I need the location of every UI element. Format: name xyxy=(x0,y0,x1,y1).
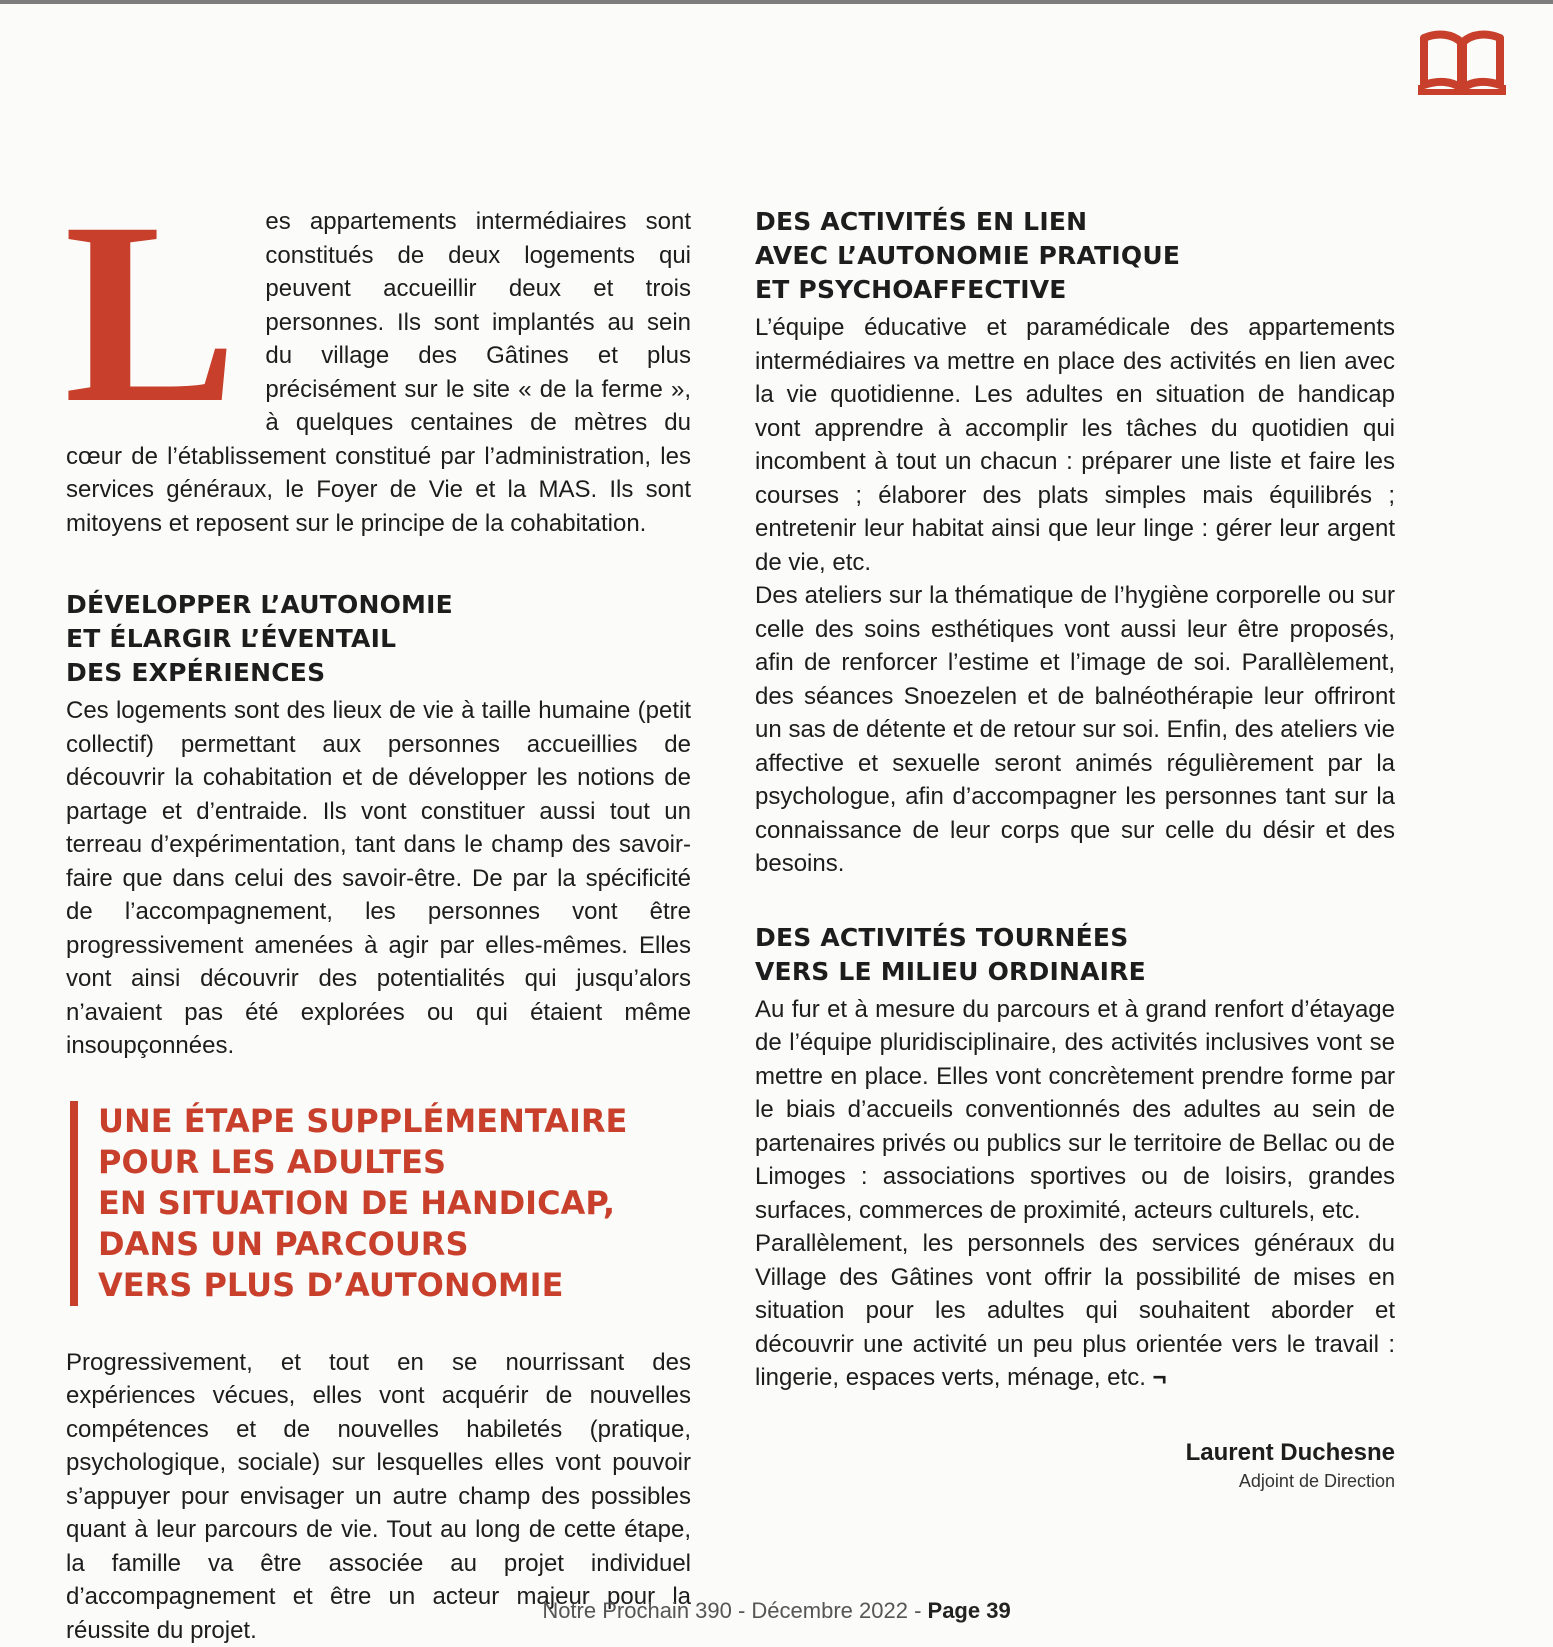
author-name: Laurent Duchesne xyxy=(755,1437,1395,1469)
intro xyxy=(66,205,691,540)
section-body-autonomie: Ces logements sont des lieux de vie à taille humaine (petit collectif) permettant aux personnes accueillies de découvrir la cohabitation et de développer les notions de partage et d’entraide. Ils vont constituer aussi tout un terreau d’expérimentation, tant dans le champ des savoir-faire que dans celui des savoir-être. De par la spécificité de l’accompagnement, les personnes vont être progressivement amenées à agir par elles-mêmes. Elles vont ainsi découvrir des potentialités qui jusqu’alors n’avaient pas été explorées ou qui étaient même insoupçonnées. xyxy=(66,694,691,1063)
top-rule xyxy=(0,0,1553,4)
end-mark: ¬ xyxy=(1153,1364,1167,1391)
page-number: Page 39 xyxy=(928,1598,1011,1623)
section-heading-autonomie: DÉVELOPPER L’AUTONOMIE ET ÉLARGIR L’ÉVENTAIL DES EXPÉRIENCES xyxy=(66,588,691,690)
page-footer xyxy=(0,1598,1553,1624)
open-book-icon xyxy=(1418,30,1506,96)
left-column xyxy=(66,205,691,1647)
section-heading-milieu-ordinaire: DES ACTIVITÉS TOURNÉES VERS LE MILIEU ORDINAIRE xyxy=(755,921,1395,989)
signature xyxy=(755,1437,1395,1493)
paragraph-milieu-2: Parallèlement, les personnels des services généraux du Village des Gâtines vont offrir la possibilité de mises en situation pour les adultes qui souhaitent aborder et découvrir une activité un peu plus orientée vers le travail : lingerie, espaces verts, ménage, etc. ¬ xyxy=(755,1227,1395,1395)
closing-paragraph: Progressivement, et tout en se nourrissant des expériences vécues, elles vont acquérir de nouvelles compétences et de nouvelles habiletés (pratique, psychologique, sociale) sur lesquelles elles vont pouvoir s’appuyer pour envisager un autre champ des possibles quant à leur parcours de vie. Tout au long de cette étape, la famille va être associée au projet individuel d’accompagnement et être un acteur majeur pour la réussite du projet. xyxy=(66,1346,691,1647)
paragraph-activites-2: Des ateliers sur la thématique de l’hygiène corporelle ou sur celle des soins esthétiques vont aussi leur être proposés, afin de renforcer l’estime et l’image de soi. Parallèlement, des séances Snoezelen et de balnéothérapie leur offriront un sas de détente et de retour sur soi. Enfin, des ateliers vie affective et sexuelle seront animés régulièrement par la psychologue, afin d’accompagner les personnes tant sur la connaissance de leur corps que sur celle du désir et des besoins. xyxy=(755,579,1395,881)
intro-paragraph: es appartements intermédiaires sont constitués de deux logements qui peuvent accueillir deux et trois personnes. Ils sont implantés au sein du village des Gâtines et plus précisément sur le site « de la ferme », à quelques centaines de mètres du cœur de l’établissement constitué par l’administration, les services généraux, le Foyer de Vie et la MAS. Ils sont mitoyens et reposent sur le principe de la cohabitation. xyxy=(66,205,691,540)
pull-quote: UNE ÉTAPE SUPPLÉMENTAIRE POUR LES ADULTES EN SITUATION DE HANDICAP, DANS UN PARCOURS VERS PLUS D’AUTONOMIE xyxy=(70,1101,691,1306)
drop-cap: L xyxy=(64,219,237,419)
footer-text: Notre Prochain 390 - Décembre 2022 - xyxy=(542,1598,927,1623)
right-column xyxy=(755,205,1395,1493)
author-role: Adjoint de Direction xyxy=(755,1469,1395,1493)
section-heading-activites-lien: DES ACTIVITÉS EN LIEN AVEC L’AUTONOMIE PRATIQUE ET PSYCHOAFFECTIVE xyxy=(755,205,1395,307)
paragraph-activites-1: L’équipe éducative et paramédicale des appartements intermédiaires va mettre en place des activités en lien avec la vie quotidienne. Les adultes en situation de handicap vont apprendre à accomplir les tâches du quotidien qui incombent à tout un chacun : préparer une liste et faire les courses ; élaborer des plats simples mais équilibrés ; entretenir leur habitat ainsi que leur linge : gérer leur argent de vie, etc. xyxy=(755,311,1395,579)
paragraph-milieu-1: Au fur et à mesure du parcours et à grand renfort d’étayage de l’équipe pluridisciplinaire, des activités inclusives vont se mettre en place. Elles vont concrètement prendre forme par le biais d’accueils conventionnés des adultes au sein de partenaires privés ou publics sur le territoire de Bellac ou de Limoges : associations sportives ou de loisirs, grandes surfaces, commerces de proximité, acteurs culturels, etc. xyxy=(755,993,1395,1228)
